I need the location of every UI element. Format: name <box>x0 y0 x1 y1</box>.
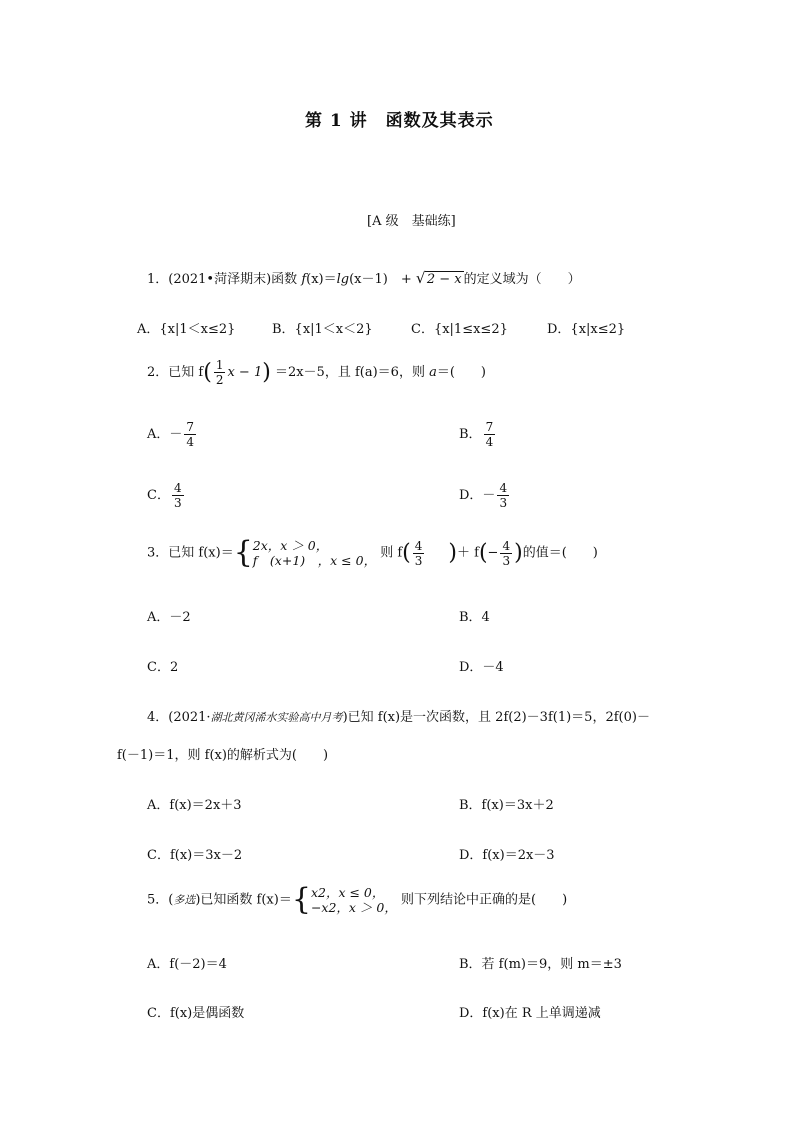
q5-option-b: B．若 f(m)＝9，则 m＝±3 <box>459 957 622 972</box>
q3-stem-c: ＋ f <box>457 545 479 561</box>
q3-stem-a: 3．已知 f(x)＝ <box>147 545 234 561</box>
q5-tag: 多选 <box>173 893 196 907</box>
q3-option-a: A．－2 <box>147 610 191 625</box>
question-5-stem <box>147 882 568 917</box>
question-4-stem-line-1 <box>147 706 650 725</box>
q2-b-fraction <box>484 420 496 449</box>
q2-a-label: A．－ <box>147 427 183 442</box>
q1-option-c: C．{x|1≤x≤2} <box>411 322 508 337</box>
q2-d-num: 4 <box>499 481 508 495</box>
q5-case-1: x2，x ≤ 0， <box>310 885 385 900</box>
left-paren: ( <box>402 540 411 566</box>
left-brace: { <box>291 882 311 917</box>
q3-frac1-den: 3 <box>414 553 423 568</box>
q1-option-b: B．{x|1＜x＜2} <box>272 322 373 337</box>
q1-stem-b: (x)＝ <box>306 272 337 287</box>
question-3-stem <box>147 535 598 570</box>
q3-case-1: 2x，x ＞ 0， <box>252 538 329 553</box>
q1-option-d: D．{x|x≤2} <box>547 322 626 337</box>
q2-fraction <box>214 358 226 387</box>
q2-frac-tail: x − 1 <box>227 365 263 380</box>
question-1-stem <box>147 268 581 287</box>
q1-lg: lg <box>336 272 350 287</box>
left-paren-2: ( <box>478 540 488 566</box>
q2-option-c <box>147 481 186 510</box>
level-heading: [A 级 基础练] <box>367 214 456 229</box>
left-brace: { <box>233 535 253 570</box>
q1-stem-a: 1．(2021•菏泽期末)函数 <box>147 272 302 287</box>
q5-stem-b: )已知函数 f(x)＝ <box>195 892 292 908</box>
q3-frac2-sign: − <box>487 545 499 561</box>
q2-a-num: 7 <box>186 420 195 434</box>
question-2-stem <box>147 358 486 387</box>
q3-stem-b: 则 f <box>380 545 403 561</box>
right-paren: ) <box>262 360 271 385</box>
q3-case-2: f (x+1) ，x ≤ 0， <box>252 553 377 568</box>
q2-a-den: 4 <box>186 435 195 449</box>
q3-frac2-den: 3 <box>502 553 511 568</box>
q5-option-d: D．f(x)在 R 上单调递减 <box>459 1006 601 1021</box>
q3-cases <box>253 538 376 568</box>
q3-frac2-num: 4 <box>502 538 511 553</box>
page-title: 第 1 讲 函数及其表示 <box>305 111 494 131</box>
q3-option-c: C．2 <box>147 660 179 675</box>
q3-option-d: D．－4 <box>459 660 504 675</box>
q2-stem-b: ＝2x－5，且 <box>274 365 355 380</box>
q2-option-d <box>459 481 511 510</box>
q5-cases <box>311 885 397 915</box>
q4-source: 湖北黄冈浠水实验高中月考 <box>210 711 343 724</box>
left-paren: ( <box>203 360 212 385</box>
q2-d-label: D．－ <box>459 488 496 503</box>
q2-var-a: a <box>429 365 437 380</box>
right-paren: ) <box>448 540 457 566</box>
q4-option-a: A．f(x)＝2x＋3 <box>147 798 242 813</box>
q5-stem-a: 5．( <box>147 892 174 908</box>
q2-stem-c: f(a)＝6，则 <box>354 365 430 380</box>
sqrt-icon: √ <box>415 269 426 287</box>
q2-c-den: 3 <box>173 496 182 510</box>
q5-option-c: C．f(x)是偶函数 <box>147 1006 245 1021</box>
q3-option-b: B．4 <box>459 610 490 625</box>
q1-f: f <box>301 272 307 287</box>
question-4-stem-line-2: f(－1)＝1，则 f(x)的解析式为( ) <box>117 748 329 763</box>
q3-frac-1 <box>413 539 425 568</box>
q3-frac1-num: 4 <box>414 538 423 553</box>
q2-option-a <box>147 420 198 449</box>
q2-stem-d: ＝( ) <box>436 365 486 380</box>
q3-stem-d: 的值＝( ) <box>522 545 598 561</box>
q2-frac-den: 2 <box>215 373 224 387</box>
q2-b-label: B． <box>459 427 482 442</box>
sqrt-expression <box>415 269 464 287</box>
q5-option-a: A．f(－2)＝4 <box>147 957 227 972</box>
q1-stem-c: (x－1) + <box>349 272 412 287</box>
q2-c-fraction <box>172 481 184 510</box>
q2-c-label: C． <box>147 488 170 503</box>
q4-option-d: D．f(x)＝2x－3 <box>459 848 555 863</box>
q1-radicand: 2 − x <box>426 272 462 287</box>
q2-b-num: 7 <box>485 420 494 434</box>
q4-stem-b: )已知 f(x)是一次函数，且 2f(2)－3f(1)＝5，2f(0)－ <box>342 710 650 725</box>
q2-d-den: 3 <box>499 496 508 510</box>
q5-case-2: −x2，x ＞ 0， <box>310 900 397 915</box>
q2-stem-a: 2．已知 f <box>147 365 204 380</box>
q2-c-num: 4 <box>173 481 182 495</box>
q2-a-fraction <box>184 420 196 449</box>
q1-stem-d: 的定义域为（ ） <box>463 272 581 287</box>
q2-option-b <box>459 420 497 449</box>
q2-b-den: 4 <box>485 435 494 449</box>
q5-stem-c: 则下列结论中正确的是( ) <box>401 892 568 908</box>
q2-frac-num: 1 <box>215 358 224 372</box>
q4-option-b: B．f(x)＝3x＋2 <box>459 798 554 813</box>
q4-option-c: C．f(x)＝3x－2 <box>147 848 243 863</box>
right-paren-2: ) <box>514 540 523 566</box>
q1-option-a: A．{x|1＜x≤2} <box>137 322 236 337</box>
q3-frac-2 <box>500 539 512 568</box>
q2-d-fraction <box>497 481 509 510</box>
q4-stem-a: 4．(2021· <box>147 710 211 725</box>
